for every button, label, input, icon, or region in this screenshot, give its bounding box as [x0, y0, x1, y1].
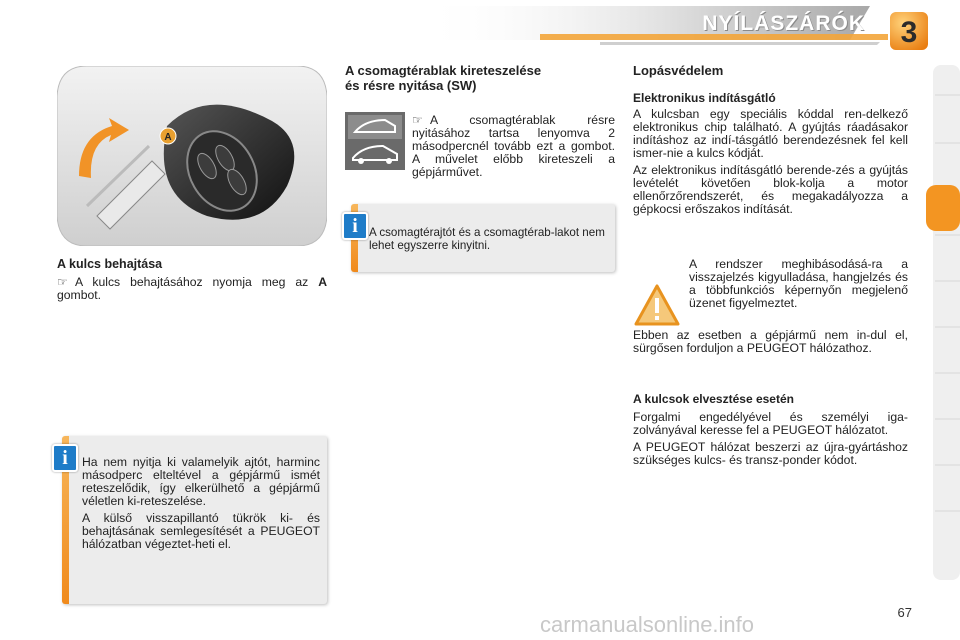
key-illustration: [57, 66, 327, 246]
info-relock-text: Ha nem nyitja ki valamelyik ajtót, harminc másodperc elteltével a gépjármű ismét reteszelődik, így elkerülhető a gépjármű véletlen ki-reteszelése.: [82, 455, 320, 508]
chapter-number: 3: [900, 16, 918, 49]
page-number: 67: [897, 605, 912, 620]
key-fold-heading: A kulcs behajtása: [57, 257, 163, 271]
trunk-window-icon: [345, 112, 405, 170]
watermark: carmanualsonline.info: [540, 612, 755, 637]
pointing-finger-icon: ☞: [412, 113, 423, 127]
trunk-window-heading: A csomagtérablak kireteszelése és résre nyitása (SW): [345, 63, 542, 93]
dealer-text: Ebben az esetben a gépjármű nem in-dul el, sürgősen forduljon a PEUGEOT hálózathoz.: [633, 328, 908, 355]
chapter-side-tabs: [925, 65, 960, 580]
info-trunk-text: A csomagtérajtót és a csomagtérab-lakot nem lehet egyszerre kinyitni.: [369, 226, 605, 252]
antitheft-heading: Lopásvédelem: [633, 63, 724, 78]
info-box-trunk: [351, 204, 615, 272]
info-box-relock: [62, 436, 327, 604]
warning-text: A rendszer meghibásodásá-ra a visszajelzés kigyulladása, hangjelzés és a többfunkciós képernyőn megjelenő üzenet figyelmeztet.: [689, 257, 908, 310]
key-button-label: A: [164, 132, 172, 143]
immobiliser-subheading: Elektronikus indításgátló: [633, 91, 776, 105]
chapter-number-badge: [886, 8, 932, 54]
lost-keys-subheading: A kulcsok elvesztése esetén: [633, 392, 794, 406]
warning-triangle-icon: [633, 283, 681, 327]
trunk-window-instruction: ☞ A csomagtérablak résre nyitásához tartsa lenyomva 2 másodpercnél tovább ezt a gombot. A művelet előbb kireteszeli a gépjárművet.: [412, 113, 615, 179]
info-mirror-text: A külső visszapillantó tükrök ki- és behajtásának semlegesítését a PEUGEOT hálózatban végeztet-heti el.: [82, 511, 320, 551]
key-fold-instruction: ☞ A kulcs behajtásához nyomja meg az A gombot.: [57, 275, 327, 302]
lost-keys-text-1: Forgalmi engedélyével és személyi iga-zolványával keresse fel a PEUGEOT hálózatot.: [633, 410, 908, 437]
immobiliser-text-1: A kulcsban egy speciális kóddal ren-delkező elektronikus chip található. A gyújtás ráadásakor indításhoz az indí-tásgátló berendezésnek fel kell ismer-nie a kulcs kódját.: [633, 107, 908, 160]
immobiliser-text-2: Az elektronikus indításgátló berende-zés a gyújtás levételét követően blok-kolja a motor ellenőrzőrendszerét, és megakadályozza a gépkocsi erőszakos indítását.: [633, 163, 908, 216]
info-icon: i: [52, 444, 78, 472]
lost-keys-text-2: A PEUGEOT hálózat beszerzi az újra-gyártáshoz szükséges kulcs- és transz-ponder kódot.: [633, 440, 908, 467]
chapter-title: NYÍLÁSZÁRÓK: [702, 12, 865, 35]
pointing-finger-icon: ☞: [57, 275, 68, 289]
info-icon: i: [342, 212, 368, 240]
